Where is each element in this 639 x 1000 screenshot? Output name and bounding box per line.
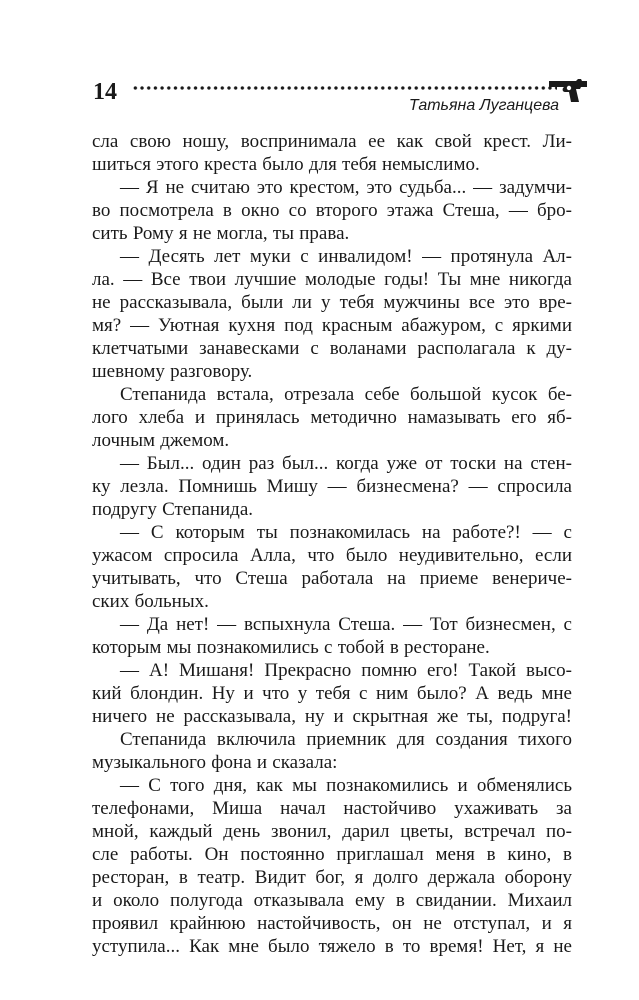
text-line: шевному разговору. xyxy=(92,361,253,382)
text-line: мя? — Уютная кухня под красным абажуром, с яркими xyxy=(92,315,572,336)
text-line: ла. — Все твои лучшие молодые годы! Ты мне никогда xyxy=(92,269,572,290)
text-line: — Десять лет муки с инвалидом! — протянула Ал- xyxy=(120,246,572,267)
text-line: лочным джемом. xyxy=(92,430,230,451)
body-text xyxy=(92,130,572,958)
text-line: — Был... один раз был... когда уже от тоски на стен- xyxy=(120,453,572,474)
text-line: телефонами, Миша начал настойчиво ухаживать за xyxy=(92,798,572,819)
text-line: — Я не считаю это крестом, это судьба... — задумчи- xyxy=(120,177,572,198)
text-line: учитывать, что Стеша работала на приеме венериче- xyxy=(92,568,572,589)
text-line: Степанида встала, отрезала себе большой кусок бе- xyxy=(120,384,572,405)
text-line: ничего не рассказывала, ну и скрытная же ты, подруга! xyxy=(92,706,572,727)
revolver-icon xyxy=(548,76,588,104)
text-line: сла свою ношу, воспринимала ее как свой крест. Ли- xyxy=(92,131,572,152)
text-line: музыкального фона и сказала: xyxy=(92,752,338,773)
text-line: кий блондин. Ну и что у тебя с ним было? А ведь мне xyxy=(92,683,572,704)
text-line: сить Рому я не могла, ты права. xyxy=(92,223,350,244)
text-line: сле работы. Он постоянно приглашал меня в кино, в xyxy=(92,844,572,865)
text-line: шиться этого креста было для тебя немыслимо. xyxy=(92,154,480,175)
text-line: которым мы познакомились с тобой в ресторане. xyxy=(92,637,490,658)
text-line: Степанида включила приемник для создания тихого xyxy=(120,729,572,750)
text-line: и около полугода отказывала ему в свидании. Михаил xyxy=(92,890,572,911)
text-line: мной, каждый день звонил, дарил цветы, встречал по- xyxy=(92,821,572,842)
page-number: 14 xyxy=(93,79,117,105)
text-line: — С того дня, как мы познакомились и обменялись xyxy=(120,775,572,796)
text-line: уступила... Как мне было тяжело в то время! Нет, я не xyxy=(92,936,572,957)
text-line: ужасом спросила Алла, что было неудивительно, если xyxy=(92,545,572,566)
text-line: во посмотрела в окно со второго этажа Стеша, — бро- xyxy=(92,200,572,221)
text-line: лого хлеба и принялась методично намазывать его яб- xyxy=(92,407,572,428)
author-name: Татьяна Луганцева xyxy=(408,97,559,114)
text-line: — А! Мишаня! Прекрасно помню его! Такой высо- xyxy=(120,660,572,681)
text-line: клетчатыми занавесками с воланами располагала к ду- xyxy=(92,338,572,359)
text-line: ку лезла. Помнишь Мишу — бизнесмена? — спросила xyxy=(92,476,572,497)
text-line: ресторан, в театр. Видит бог, я долго держала оборону xyxy=(92,867,572,888)
dot-leader-divider xyxy=(132,85,557,91)
text-line: не рассказывала, были ли у тебя мужчины все это вре- xyxy=(92,292,572,313)
text-line: подругу Степанида. xyxy=(92,499,254,520)
text-line: проявил крайнюю настойчивость, он не отступал, и я xyxy=(92,913,572,934)
text-line: ских больных. xyxy=(92,591,209,612)
text-line: — С которым ты познакомилась на работе?! — с xyxy=(120,522,572,543)
text-line: — Да нет! — вспыхнула Стеша. — Тот бизнесмен, с xyxy=(120,614,572,635)
